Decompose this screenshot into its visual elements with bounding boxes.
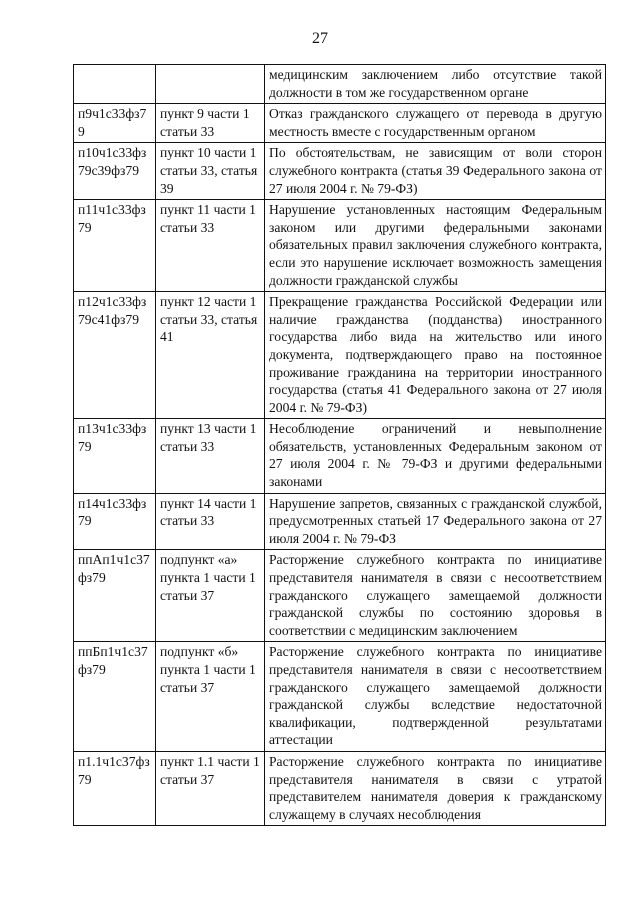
code-cell: п12ч1с33фз79с41фз79 — [74, 292, 156, 419]
page-number: 27 — [312, 30, 328, 47]
table-row — [74, 200, 606, 292]
description-cell: Нарушение установленных настоящим Федеральным законом или другими федеральными законами обязательных правил заключения служебного контракта, если это нарушение исключает возможность замещения должности гражданской службы — [265, 200, 606, 292]
description-cell: Прекращение гражданства Российской Федерации или наличие гражданства (подданства) иностранного государства либо вида на жительство или иного документа, подтверждающего право на постоянное проживание гражданина на территории иностранного государства (статья 41 Федерального закона от 27 июля 2004 г. № 79-ФЗ) — [265, 292, 606, 419]
legal-reference-cell: пункт 9 части 1 статьи 33 — [156, 104, 265, 143]
table-row — [74, 419, 606, 493]
code-cell: п11ч1с33фз79 — [74, 200, 156, 292]
code-cell: п1.1ч1с37фз79 — [74, 751, 156, 825]
table-row — [74, 751, 606, 825]
description-cell: Несоблюдение ограничений и невыполнение обязательств, установленных Федеральным законом от 27 июля 2004 г. № 79-ФЗ и другими федеральными законами — [265, 419, 606, 493]
legal-reference-cell — [156, 65, 265, 104]
description-cell: Расторжение служебного контракта по инициативе представителя нанимателя в связи с несоответствием гражданского служащего замещаемой должности гражданской службы по состоянию здоровья в соответствии с медицинским заключением — [265, 550, 606, 642]
table-row — [74, 143, 606, 200]
legal-reference-cell: пункт 11 части 1 статьи 33 — [156, 200, 265, 292]
table-row — [74, 550, 606, 642]
description-cell: медицинским заключением либо отсутствие такой должности в том же государственном органе — [265, 65, 606, 104]
table-row — [74, 642, 606, 752]
description-cell: Расторжение служебного контракта по инициативе представителя нанимателя в связи с несоответствием гражданского служащего замещаемой должности гражданской службы вследствие недостаточной квалификации, подтвержденной результатами аттестации — [265, 642, 606, 752]
table-row — [74, 65, 606, 104]
description-cell: Нарушение запретов, связанных с гражданской службой, предусмотренных статьей 17 Федерального закона от 27 июля 2004 г. № 79-ФЗ — [265, 493, 606, 550]
code-cell: п10ч1с33фз79с39фз79 — [74, 143, 156, 200]
description-cell: Отказ гражданского служащего от перевода в другую местность вместе с государственным органом — [265, 104, 606, 143]
code-cell: п14ч1с33фз79 — [74, 493, 156, 550]
legal-reference-cell: пункт 10 части 1 статьи 33, статья 39 — [156, 143, 265, 200]
description-cell: По обстоятельствам, не зависящим от воли сторон служебного контракта (статья 39 Федерального закона от 27 июля 2004 г. № 79-ФЗ) — [265, 143, 606, 200]
dismissal-grounds-table — [73, 64, 606, 826]
code-cell — [74, 65, 156, 104]
code-cell: ппАп1ч1с37фз79 — [74, 550, 156, 642]
table-row — [74, 292, 606, 419]
legal-reference-cell: пункт 13 части 1 статьи 33 — [156, 419, 265, 493]
code-cell: ппБп1ч1с37фз79 — [74, 642, 156, 752]
description-cell: Расторжение служебного контракта по инициативе представителя нанимателя в связи с утратой представителем нанимателя доверия к гражданскому служащему в случаях несоблюдения — [265, 751, 606, 825]
legal-reference-cell: пункт 12 части 1 статьи 33, статья 41 — [156, 292, 265, 419]
table-row — [74, 104, 606, 143]
code-cell: п13ч1с33фз79 — [74, 419, 156, 493]
legal-reference-cell: подпункт «б» пункта 1 части 1 статьи 37 — [156, 642, 265, 752]
code-cell: п9ч1с33фз79 — [74, 104, 156, 143]
table-row — [74, 493, 606, 550]
legal-reference-cell: пункт 1.1 части 1 статьи 37 — [156, 751, 265, 825]
legal-reference-cell: подпункт «а» пункта 1 части 1 статьи 37 — [156, 550, 265, 642]
legal-reference-cell: пункт 14 части 1 статьи 33 — [156, 493, 265, 550]
